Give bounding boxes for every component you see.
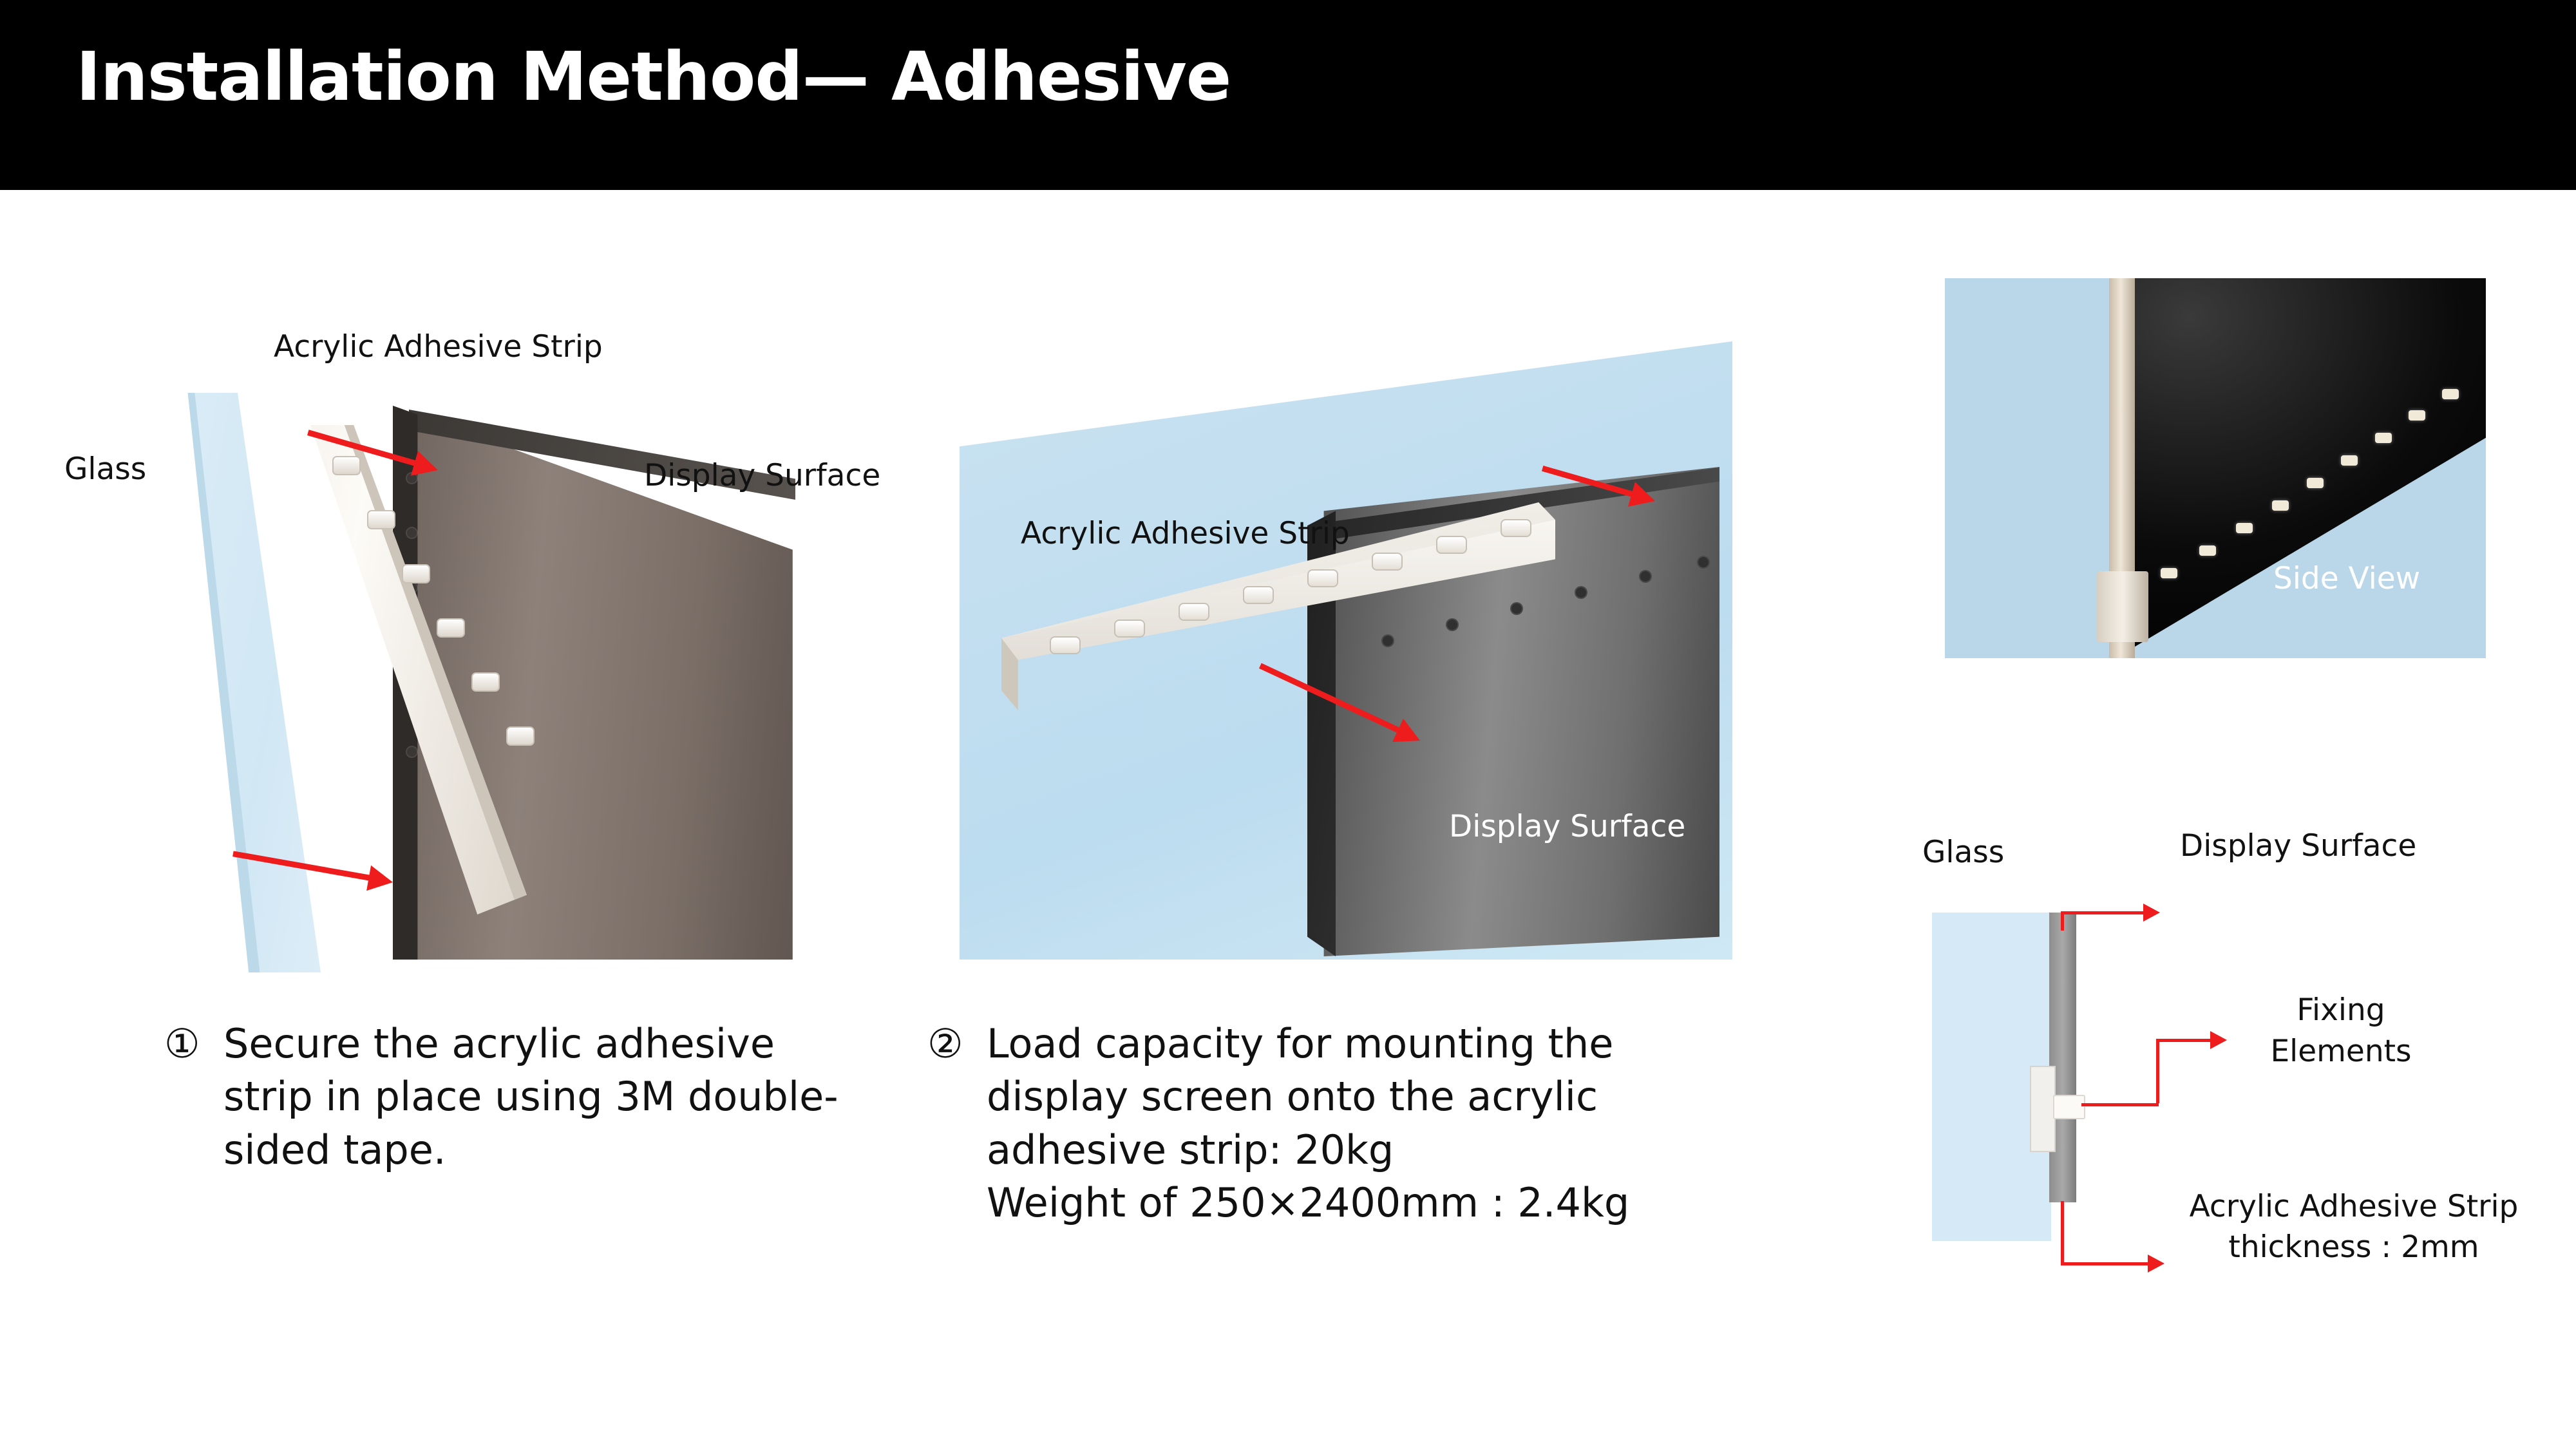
fixing-stud — [1179, 603, 1209, 621]
fixing-stud — [2442, 389, 2459, 399]
side-view-dark-region — [2116, 278, 2486, 658]
side-view-bracket — [2097, 571, 2148, 642]
leader-display-h — [2061, 911, 2145, 914]
cross-section-fixing-element — [2030, 1066, 2056, 1152]
caption-1-number: ① — [164, 1020, 200, 1067]
panel2-strip-label: Acrylic Adhesive Strip — [1021, 516, 1350, 551]
leader-display-head — [2143, 904, 2160, 922]
page-title: Installation Method— Adhesive — [76, 37, 1231, 116]
panel1-display-label: Display Surface — [644, 458, 881, 493]
fixing-stud — [2375, 433, 2392, 443]
leader-adhesive-h — [2061, 1262, 2151, 1265]
fixing-stud — [1050, 636, 1081, 654]
mount-hole — [1575, 586, 1587, 599]
caption-step-2 — [927, 1018, 1745, 1230]
fixing-stud — [506, 726, 535, 746]
fixing-stud — [2272, 500, 2289, 511]
cross-section-display-label: Display Surface — [2180, 828, 2417, 864]
fixing-stud — [2199, 545, 2216, 556]
fixing-stud — [2409, 410, 2425, 421]
cross-section-fixing-nub — [2053, 1095, 2085, 1119]
fixing-stud — [471, 672, 500, 692]
leader-adhesive-head — [2148, 1255, 2164, 1273]
cross-section-adhesive-label-1: Acrylic Adhesive Strip — [2189, 1189, 2519, 1224]
fixing-stud — [2161, 568, 2177, 578]
cross-section-fixing-label-1: Fixing — [2297, 992, 2385, 1028]
mount-hole — [1639, 570, 1652, 583]
fixing-stud — [2341, 455, 2358, 466]
leader-fixing-head — [2210, 1031, 2227, 1049]
caption-2-text-2: Weight of 250×2400mm : 2.4kg — [987, 1179, 1630, 1227]
cross-section-glass-label: Glass — [1922, 835, 2005, 870]
caption-2-number: ② — [927, 1020, 963, 1067]
caption-2-text: Load capacity for mounting the display screen onto the acrylic adhesive strip: 20kg — [987, 1020, 1614, 1173]
leader-fixing-h1 — [2081, 1103, 2159, 1106]
fixing-stud — [1372, 553, 1403, 571]
cross-section-adhesive-label-2: thickness : 2mm — [2228, 1229, 2479, 1265]
fixing-stud — [367, 510, 395, 529]
fixing-stud — [437, 618, 465, 638]
caption-1-text: Secure the acrylic adhesive strip in place using 3M double-sided tape. — [223, 1020, 838, 1173]
leader-fixing-v — [2156, 1039, 2159, 1103]
side-view-image — [1945, 278, 2486, 658]
cross-section-display — [2049, 913, 2076, 1202]
fixing-stud — [1114, 620, 1145, 638]
leader-fixing-h2 — [2156, 1039, 2214, 1042]
diagram-panel-1 — [116, 335, 927, 966]
side-view-label: Side View — [2273, 561, 2421, 596]
fixing-stud — [1436, 536, 1467, 554]
panel2-display-label: Display Surface — [1449, 809, 1686, 844]
fixing-stud — [1307, 569, 1338, 587]
caption-step-1 — [164, 1018, 866, 1177]
panel1-strip-label: Acrylic Adhesive Strip — [274, 329, 603, 365]
fixing-stud — [2236, 523, 2253, 533]
fixing-stud — [1501, 519, 1531, 537]
fixing-stud — [2307, 478, 2324, 488]
leader-adhesive-v — [2061, 1201, 2064, 1265]
fixing-stud — [402, 564, 430, 583]
fixing-stud — [1243, 586, 1274, 604]
mount-hole — [1697, 556, 1710, 569]
panel1-glass-label: Glass — [64, 451, 147, 487]
diagram-panel-2 — [960, 341, 1803, 960]
acrylic-strip-1 — [218, 425, 527, 914]
cross-section-fixing-label-2: Elements — [2270, 1034, 2412, 1069]
